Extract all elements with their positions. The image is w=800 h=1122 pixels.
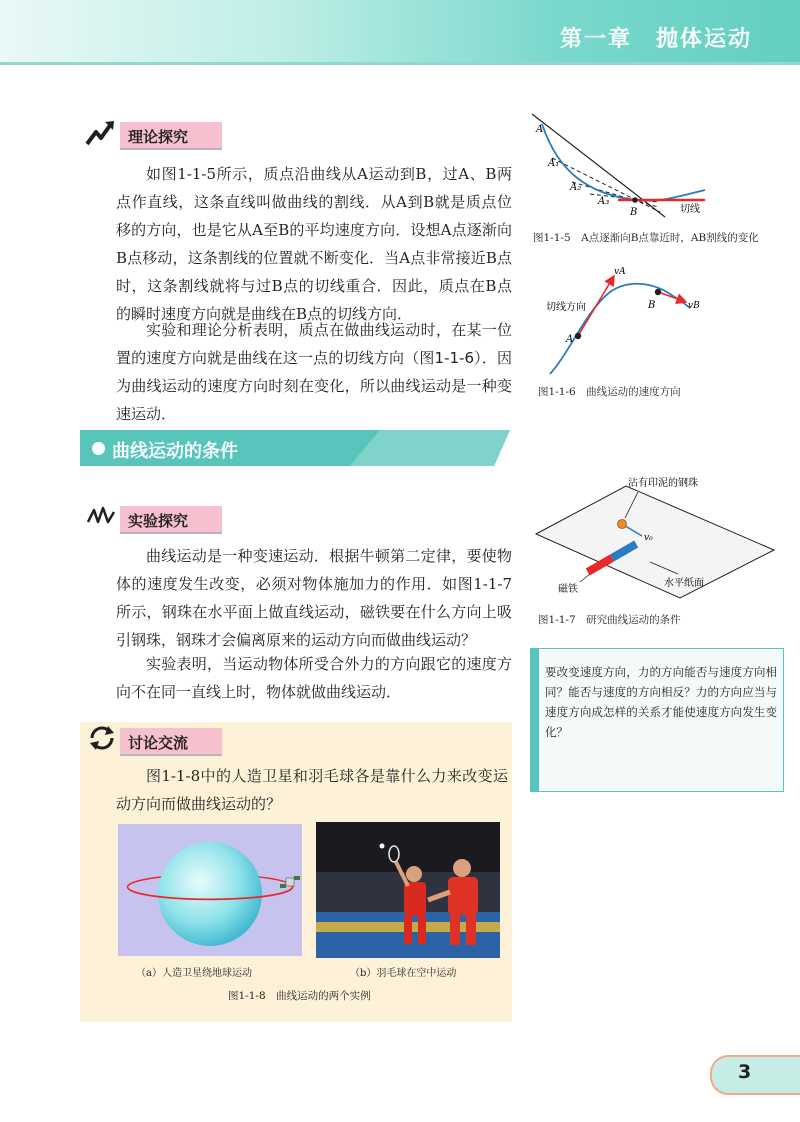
tip-accent-bar xyxy=(530,648,539,792)
section-bullet-icon xyxy=(92,442,105,455)
section-title: 曲线运动的条件 xyxy=(112,441,238,462)
experiment-paragraph-1: 曲线运动是一种变速运动．根据牛顿第二定律，要使物体的速度发生改变，必须对物体施加力的作用．如图1-1-7所示，钢珠在水平面上做直线运动，磁铁要在什么方向上吸引钢珠，钢珠才会偏离原来的运动方向而做曲线运动？ xyxy=(116,547,512,649)
trend-arrow-icon xyxy=(84,116,118,150)
figure-1-1-5-caption: 图1-1-5 A点逐渐向B点靠近时，AB割线的变化 xyxy=(533,232,759,244)
figure-1-1-5 xyxy=(530,112,760,227)
fig115-label-tangent: 切线 xyxy=(680,204,700,215)
fig115-label-A: A xyxy=(536,124,544,135)
figure-1-1-8a-satellite xyxy=(118,824,302,956)
fig116-label-tangent-direction: 切线方向 xyxy=(546,302,586,313)
earth xyxy=(158,842,262,946)
theory-paragraph-1: 如图1-1-5所示，质点沿曲线从A运动到B，过A、B两点作直线，这条直线叫做曲线的割线．从A到B就是质点位移的方向，也是它从A至B的平均速度方向．设想A点逐渐向B点移动，这条割线的位置就不断变化．当A点非常接近B点时，这条割线就将与过B点的切线重合．因此，质点在B点的瞬时速度方向就是曲线在B点的切线方向． xyxy=(116,165,512,323)
exchange-arrows-icon xyxy=(86,722,118,754)
fig117-label-v0: v₀ xyxy=(644,533,653,543)
figure-1-1-8b-badminton xyxy=(316,822,500,958)
page-number: 3 xyxy=(738,1061,752,1083)
discussion-question: 图1-1-8中的人造卫星和羽毛球各是靠什么力来改变运动方向而做曲线运动的？ xyxy=(116,767,508,813)
experiment-label: 实验探究 xyxy=(128,512,189,530)
chapter-title: 第一章 抛体运动 xyxy=(559,27,752,52)
figure-1-1-6-caption: 图1-1-6 曲线运动的速度方向 xyxy=(538,386,681,398)
discussion-label: 讨论交流 xyxy=(128,734,189,752)
theory-paragraph-2: 实验和理论分析表明，质点在做曲线运动时，在某一位置的速度方向就是曲线在这一点的切线方向（图1-1-6）．因为曲线运动的速度方向时刻在变化，所以曲线运动是一种变速运动． xyxy=(116,321,512,423)
figure-1-1-8a-caption: （a）人造卫星绕地球运动 xyxy=(136,968,252,979)
figure-1-1-6 xyxy=(530,262,760,380)
point-A xyxy=(575,333,581,339)
theory-label: 理论探究 xyxy=(128,128,189,146)
tip-text: 要改变速度方向，力的方向能否与速度方向相同？能否与速度的方向相反？力的方向应当与速度方向成怎样的关系才能使速度方向发生变化？ xyxy=(545,665,777,739)
figure-1-1-7-caption: 图1-1-7 研究曲线运动的条件 xyxy=(538,614,681,626)
squiggle-icon xyxy=(84,500,120,532)
fig115-label-A3: A₃ xyxy=(598,196,610,207)
fig116-label-B: B xyxy=(648,300,656,311)
motion-curve xyxy=(550,284,690,374)
fig116-label-A: A xyxy=(566,334,574,345)
shuttlecock xyxy=(380,844,385,849)
fig115-label-A2: A₂ xyxy=(570,182,582,193)
fig115-label-A1: A₁ xyxy=(548,158,560,169)
motion-curve xyxy=(542,124,705,201)
steel-ball xyxy=(618,520,627,529)
secant-line-A2B xyxy=(572,182,658,207)
velocity-arrow-B xyxy=(658,292,686,302)
header-divider xyxy=(0,62,800,65)
fig116-label-vB: vB xyxy=(688,301,700,311)
page-number-tab xyxy=(710,1055,800,1095)
horizontal-paper xyxy=(536,486,774,598)
fig115-label-B: B xyxy=(630,207,638,218)
figure-1-1-7 xyxy=(530,470,780,600)
figure-1-1-8-caption: 图1-1-8 曲线运动的两个实例 xyxy=(228,990,371,1002)
fig117-label-magnet: 磁铁 xyxy=(558,584,578,595)
fig117-label-ball: 沾有印泥的钢珠 xyxy=(628,478,698,489)
point-B xyxy=(632,197,638,203)
fig117-label-paper: 水平纸面 xyxy=(664,578,704,589)
figure-1-1-8b-caption: （b）羽毛球在空中运动 xyxy=(350,968,457,979)
fig116-label-vA: vA xyxy=(614,267,626,277)
satellite xyxy=(280,876,300,888)
experiment-paragraph-2: 实验表明，当运动物体所受合外力的方向跟它的速度方向不在同一直线上时，物体就做曲线运动． xyxy=(116,655,512,701)
point-B xyxy=(655,289,661,295)
